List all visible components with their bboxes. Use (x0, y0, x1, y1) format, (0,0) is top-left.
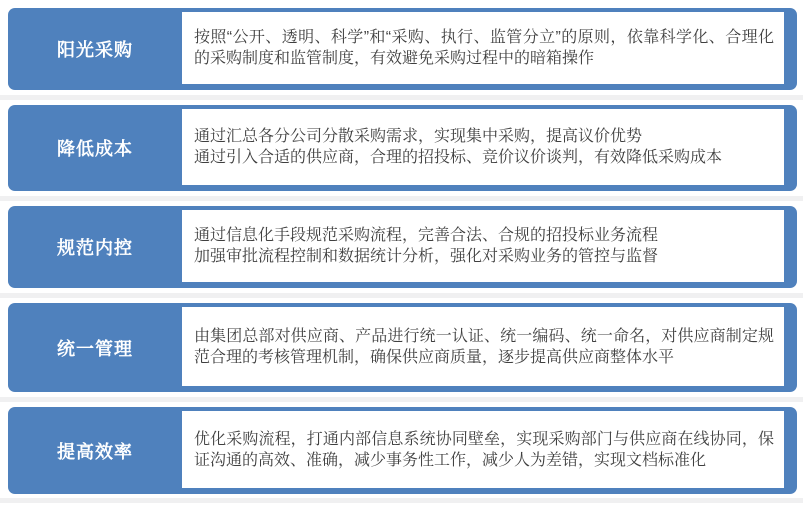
row-divider (0, 293, 803, 298)
benefit-label: 提高效率 (57, 441, 133, 462)
benefit-description-box (182, 210, 784, 282)
benefit-label: 阳光采购 (57, 40, 133, 60)
benefit-paragraph: 加强审批流程控制和数据统计分析，强化对采购业务的管控与监督 (194, 248, 659, 265)
benefit-row (8, 407, 797, 494)
benefit-paragraph: 通过信息化手段规范采购流程，完善合法、合规的招投标业务流程 (194, 227, 659, 244)
benefit-label-box (8, 303, 182, 392)
benefit-label: 统一管理 (57, 338, 133, 359)
benefit-paragraph: 通过引入合适的供应商，合理的招投标、竞价议价谈判，有效降低采购成本 (194, 149, 723, 166)
benefit-label-box (8, 407, 182, 494)
benefit-description-box (182, 109, 784, 185)
benefit-paragraph: 由集团总部对供应商、产品进行统一认证、统一编码、统一命名，对供应商制定规范合理的考核管理机制，确保供应商质量，逐步提高供应商整体水平 (194, 327, 774, 366)
benefit-label-box (8, 105, 182, 191)
benefit-description-box (182, 12, 784, 84)
benefit-description-box (182, 307, 784, 386)
benefit-paragraph: 通过汇总各分公司分散采购需求，实现集中采购，提高议价优势 (194, 128, 643, 145)
row-divider (0, 196, 803, 201)
benefit-label-box (8, 206, 182, 288)
benefit-row (8, 105, 797, 191)
row-divider (0, 397, 803, 402)
benefit-label-box (8, 8, 182, 90)
benefit-row (8, 206, 797, 288)
row-divider (0, 498, 803, 503)
benefit-paragraph: 优化采购流程，打通内部信息系统协同壁垒，实现采购部门与供应商在线协同，保证沟通的高效、准确，减少事务性工作，减少人为差错，实现文档标准化 (194, 430, 774, 469)
benefit-label: 降低成本 (57, 139, 133, 159)
benefit-row (8, 8, 797, 90)
benefit-description-box (182, 411, 784, 488)
row-divider (0, 95, 803, 100)
benefit-paragraph: 按照“公开、透明、科学”和“采购、执行、监管分立”的原则，依靠科学化、合理化的采购制度和监管制度，有效避免采购过程中的暗箱操作 (194, 29, 774, 67)
benefit-label: 规范内控 (57, 238, 133, 258)
benefit-row (8, 303, 797, 392)
